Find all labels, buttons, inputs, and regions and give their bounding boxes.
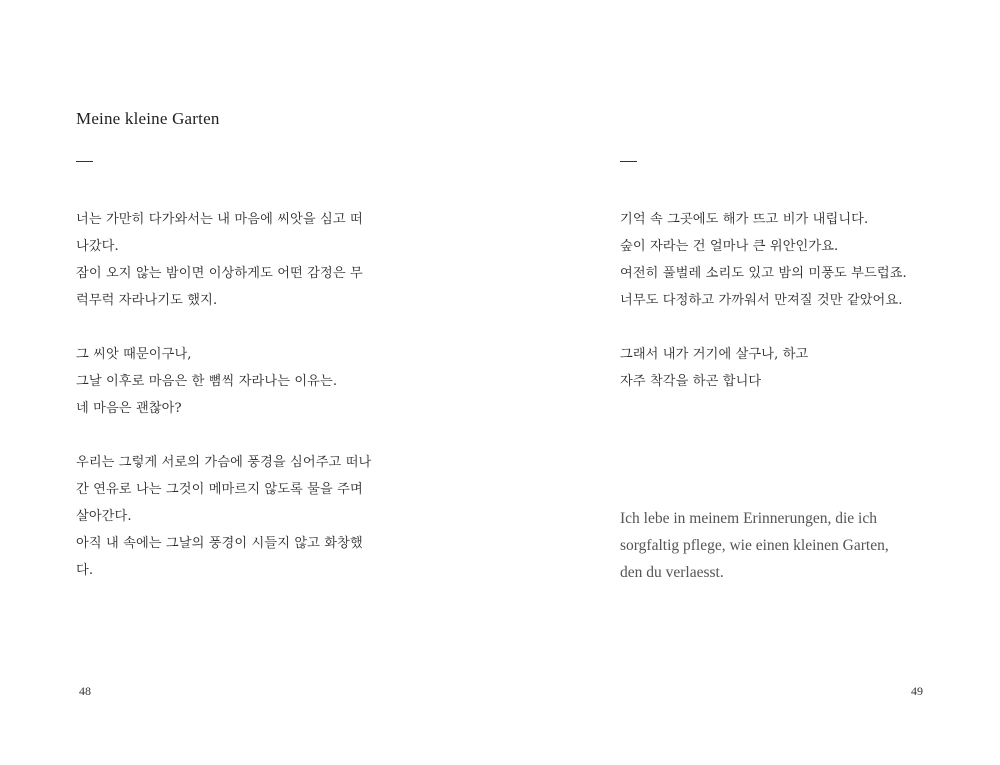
stanza-line: 그래서 내가 거기에 살구나, 하고	[620, 347, 809, 362]
stanza-line: 기억 속 그곳에도 해가 뜨고 비가 내립니다.	[620, 212, 869, 227]
german-line: den du verlaesst.	[620, 564, 724, 581]
german-verse	[620, 505, 889, 586]
title-dash	[76, 161, 93, 162]
stanza-1	[76, 206, 363, 314]
page-number-right: 49	[911, 684, 923, 698]
stanza-2	[76, 341, 337, 422]
stanza-line: 그 씨앗 때문이구나,	[76, 347, 192, 362]
stanza-line: 숲이 자라는 건 얼마나 큰 위안인가요.	[620, 239, 839, 254]
stanza-line: 네 마음은 괜찮아?	[76, 401, 182, 416]
stanza-line: 그날 이후로 마음은 한 뼘씩 자라나는 이유는.	[76, 374, 338, 389]
stanza-5	[620, 341, 808, 395]
german-line: sorgfaltig pflege, wie einen kleinen Garten,	[620, 537, 889, 554]
section-dash	[620, 161, 637, 162]
stanza-4	[620, 206, 907, 314]
stanza-line: 다.	[76, 563, 94, 578]
stanza-line: 살아간다.	[76, 509, 132, 524]
stanza-3	[76, 449, 371, 584]
poem-title: Meine kleine Garten	[76, 109, 220, 128]
stanza-line: 나갔다.	[76, 239, 119, 254]
stanza-line: 아직 내 속에는 그날의 풍경이 시들지 않고 화창했	[76, 536, 363, 551]
page-number-left: 48	[79, 684, 91, 698]
stanza-line: 자주 착각을 하곤 합니다	[620, 374, 762, 389]
stanza-line: 잠이 오지 않는 밤이면 이상하게도 어떤 감정은 무	[76, 266, 363, 281]
stanza-line: 럭무럭 자라나기도 했지.	[76, 293, 218, 308]
right-page	[500, 0, 1000, 765]
stanza-line: 우리는 그렇게 서로의 가슴에 풍경을 심어주고 떠나	[76, 455, 372, 470]
stanza-line: 너무도 다정하고 가까워서 만져질 것만 같았어요.	[620, 293, 903, 308]
stanza-line: 간 연유로 나는 그것이 메마르지 않도록 물을 주며	[76, 482, 363, 497]
stanza-line: 여전히 풀벌레 소리도 있고 밤의 미풍도 부드럽죠.	[620, 266, 907, 281]
german-line: Ich lebe in meinem Erinnerungen, die ich	[620, 510, 877, 527]
stanza-line: 너는 가만히 다가와서는 내 마음에 씨앗을 심고 떠	[76, 212, 363, 227]
